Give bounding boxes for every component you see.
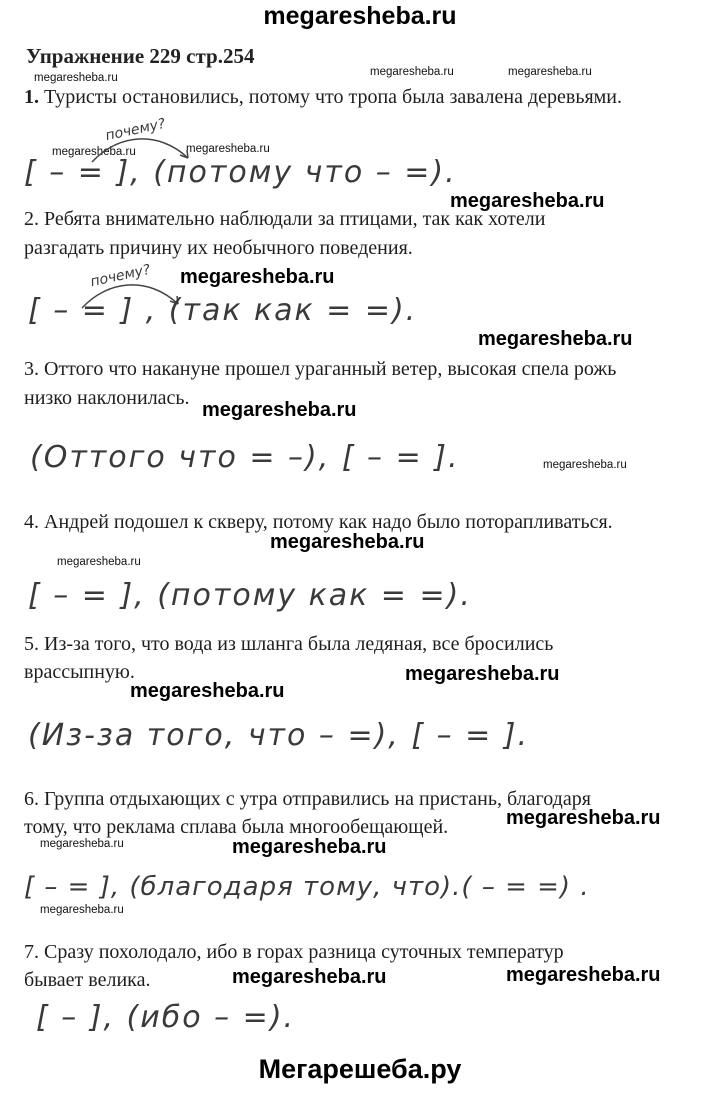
handwritten-scheme-4: [ – = ], (потому как = =).	[28, 578, 472, 613]
watermark: megaresheba.ru	[450, 190, 605, 212]
watermark: megaresheba.ru	[232, 966, 387, 988]
watermark: megaresheba.ru	[543, 459, 627, 471]
watermark: megaresheba.ru	[52, 146, 136, 158]
handwritten-scheme-5: (Из-за того, что – =), [ – = ].	[28, 718, 530, 753]
exercise-sentence-1: 1. Туристы остановились, потому что тропа была завалена деревьями.	[24, 86, 623, 108]
handwritten-scheme-7: [ – ], (ибо – =).	[36, 1000, 296, 1035]
watermark: megaresheba.ru	[232, 836, 387, 858]
exercise-title: Упражнение 229 стр.254	[26, 44, 255, 68]
exercise-sentence-5: 5. Из-за того, что вода из шланга была ледяная, все бросились	[24, 633, 554, 655]
watermark: megaresheba.ru	[57, 556, 141, 568]
handwritten-scheme-3: (Оттого что = –), [ – = ].	[30, 440, 460, 475]
watermark: megaresheba.ru	[40, 838, 124, 850]
watermark: megaresheba.ru	[180, 266, 335, 288]
question-annotation: почему?	[89, 261, 152, 291]
exercise-sentence-7: 7. Сразу похолодало, ибо в горах разница суточных температур	[24, 941, 564, 963]
watermark: megaresheba.ru	[130, 680, 285, 702]
handwritten-scheme-2: [ – = ] , (так как = =).	[28, 293, 418, 328]
exercise-sentence-5-cont: врассыпную.	[24, 661, 135, 683]
exercise-sentence-3-cont: низко наклонилась.	[24, 387, 190, 409]
exercise-sentence-2: 2. Ребята внимательно наблюдали за птицами, так как хотели	[24, 208, 546, 230]
watermark: megaresheba.ru	[405, 663, 560, 685]
watermark: megaresheba.ru	[370, 66, 454, 78]
handwritten-scheme-6: [ – = ], (благодаря тому, что).( – = =) .	[24, 872, 590, 902]
watermark: megaresheba.ru	[40, 904, 124, 916]
question-annotation: почему?	[104, 115, 167, 145]
exercise-sentence-7-cont: бывает велика.	[24, 969, 151, 991]
watermark: megaresheba.ru	[186, 143, 270, 155]
watermark: megaresheba.ru	[506, 964, 661, 986]
watermark: megaresheba.ru	[34, 72, 118, 84]
exercise-sentence-2-cont: разгадать причину их необычного поведения.	[24, 237, 413, 259]
exercise-sentence-6-cont: тому, что реклама сплава была многообещающей.	[24, 816, 449, 838]
watermark: megaresheba.ru	[478, 328, 633, 350]
exercise-sentence-3: 3. Оттого что накануне прошел ураганный ветер, высокая спела рожь	[24, 358, 617, 380]
watermark: megaresheba.ru	[508, 66, 592, 78]
site-header: megaresheba.ru	[263, 2, 457, 30]
exercise-sentence-6: 6. Группа отдыхающих с утра отправились на пристань, благодаря	[24, 788, 591, 810]
exercise-sentence-4: 4. Андрей подошел к скверу, потому как надо было поторапливаться.	[24, 511, 613, 533]
handwritten-scheme-1: [ – = ], (потому что – =).	[24, 155, 457, 190]
watermark: megaresheba.ru	[506, 807, 661, 829]
watermark: megaresheba.ru	[202, 399, 357, 421]
watermark: megaresheba.ru	[270, 531, 425, 553]
site-footer: Мегарешеба.ру	[258, 1054, 462, 1084]
